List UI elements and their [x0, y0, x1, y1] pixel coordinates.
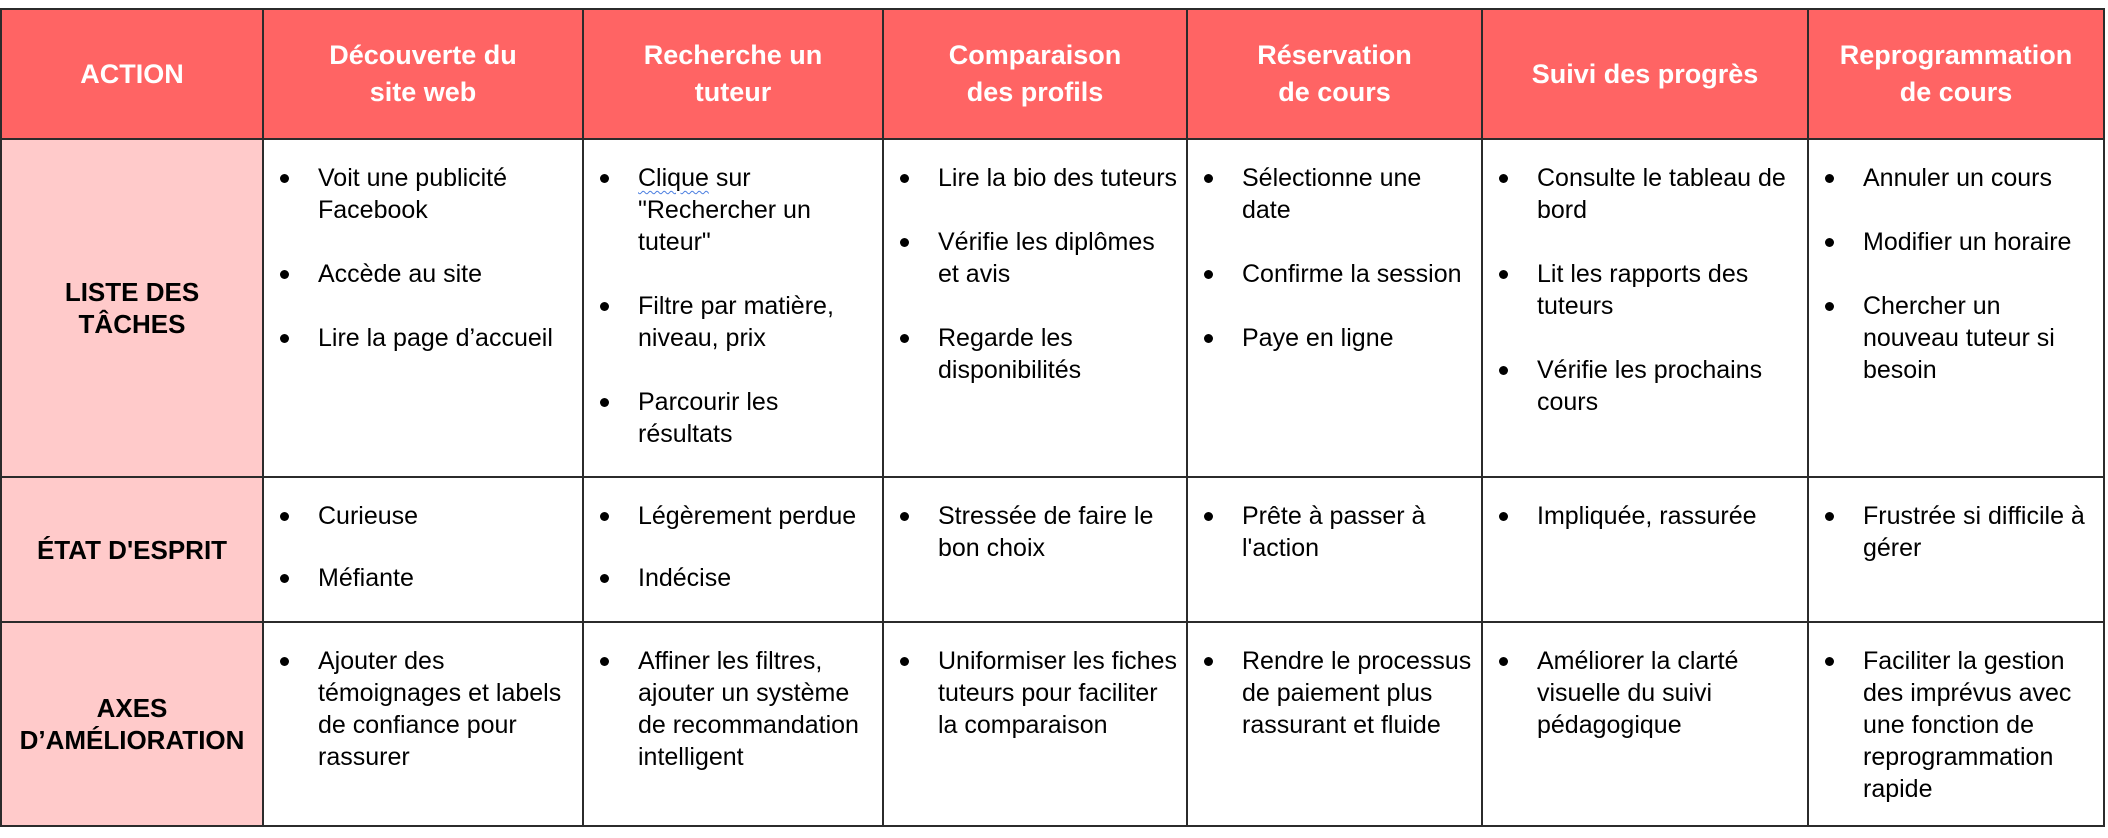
list-item: Annuler un cours [1823, 162, 2097, 194]
row-label-line: D’AMÉLIORATION [19, 725, 245, 755]
cell-axes-reservation [1187, 622, 1482, 826]
list-item: Méfiante [278, 562, 576, 594]
header-line: Reprogrammation [1839, 40, 2073, 70]
cell-axes-recherche [583, 622, 883, 826]
cell-taches-reprogrammation [1808, 139, 2104, 477]
header-line: site web [369, 77, 477, 107]
row-label-taches [1, 139, 263, 477]
row-etat-d-esprit [1, 477, 2104, 622]
cell-taches-decouverte [263, 139, 583, 477]
list-item: Accède au site [278, 258, 576, 290]
cell-esprit-suivi [1482, 477, 1808, 622]
header-reprogrammation [1808, 9, 2104, 139]
cell-esprit-reprogrammation [1808, 477, 2104, 622]
list-item: Parcourir les résultats [598, 386, 876, 450]
list-item: Voit une publicité Facebook [278, 162, 576, 226]
header-reservation [1187, 9, 1482, 139]
cell-axes-comparaison [883, 622, 1187, 826]
list-item: Confirme la session [1202, 258, 1475, 290]
header-line: de cours [1899, 77, 2013, 107]
row-label-line: TÂCHES [78, 309, 186, 339]
header-line: Découverte du [329, 40, 517, 70]
list-item: Ajouter des témoignages et labels de confiance pour rassurer [278, 645, 576, 773]
user-journey-table [0, 8, 2105, 827]
row-label-line: AXES [96, 693, 168, 723]
list-item: Rendre le processus de paiement plus rassurant et fluide [1202, 645, 1475, 741]
header-line: Recherche un [643, 40, 823, 70]
cell-taches-comparaison [883, 139, 1187, 477]
list-item: Modifier un horaire [1823, 226, 2097, 258]
header-line: des profils [966, 77, 1104, 107]
spellcheck-word: Clique [638, 164, 709, 192]
list-item: Indécise [598, 562, 876, 594]
header-line: Comparaison [948, 40, 1122, 70]
row-label-line: LISTE DES [64, 277, 200, 307]
cell-axes-suivi [1482, 622, 1808, 826]
cell-taches-suivi [1482, 139, 1808, 477]
list-item: Curieuse [278, 500, 576, 532]
row-axes-d-amelioration [1, 622, 2104, 826]
cell-esprit-reservation [1187, 477, 1482, 622]
cell-esprit-comparaison [883, 477, 1187, 622]
list-item: Impliquée, rassurée [1497, 500, 1801, 532]
list-item: Stressée de faire le bon choix [898, 500, 1180, 564]
header-suivi [1482, 9, 1808, 139]
list-item: Regarde les disponibilités [898, 322, 1180, 386]
row-label-etat-d-esprit [1, 477, 263, 622]
row-liste-des-taches [1, 139, 2104, 477]
list-item: Sélectionne une date [1202, 162, 1475, 226]
list-item: Paye en ligne [1202, 322, 1475, 354]
header-line: Suivi des progrès [1531, 58, 1759, 89]
cell-taches-reservation [1187, 139, 1482, 477]
header-recherche [583, 9, 883, 139]
list-item: Affiner les filtres, ajouter un système de recommandation intelligent [598, 645, 876, 773]
header-line: ACTION [80, 58, 184, 89]
header-line: tuteur [694, 77, 772, 107]
list-item: Lire la bio des tuteurs [898, 162, 1180, 194]
cell-esprit-recherche [583, 477, 883, 622]
list-item: Clique sur "Rechercher un tuteur" [598, 162, 876, 258]
list-item: Lit les rapports des tuteurs [1497, 258, 1801, 322]
cell-axes-reprogrammation [1808, 622, 2104, 826]
header-line: Réservation [1257, 40, 1412, 70]
cell-axes-decouverte [263, 622, 583, 826]
list-item: Faciliter la gestion des imprévus avec une fonction de reprogrammation rapide [1823, 645, 2097, 805]
header-decouverte [263, 9, 583, 139]
header-line: de cours [1278, 77, 1391, 107]
row-label-axes [1, 622, 263, 826]
list-item: Améliorer la clarté visuelle du suivi pédagogique [1497, 645, 1801, 741]
cell-taches-recherche [583, 139, 883, 477]
list-item: Filtre par matière, niveau, prix [598, 290, 876, 354]
list-item: Vérifie les diplômes et avis [898, 226, 1180, 290]
list-item: Frustrée si difficile à gérer [1823, 500, 2097, 564]
list-item: Consulte le tableau de bord [1497, 162, 1801, 226]
list-item: Chercher un nouveau tuteur si besoin [1823, 290, 2097, 386]
header-action [1, 9, 263, 139]
header-comparaison [883, 9, 1187, 139]
list-item: Légèrement perdue [598, 500, 876, 532]
list-item: Lire la page d’accueil [278, 322, 576, 354]
row-label-line: ÉTAT D'ESPRIT [36, 534, 228, 565]
cell-esprit-decouverte [263, 477, 583, 622]
list-item: Uniformiser les fiches tuteurs pour faciliter la comparaison [898, 645, 1180, 741]
list-item: Prête à passer à l'action [1202, 500, 1475, 564]
header-row [1, 9, 2104, 139]
list-item: Vérifie les prochains cours [1497, 354, 1801, 418]
